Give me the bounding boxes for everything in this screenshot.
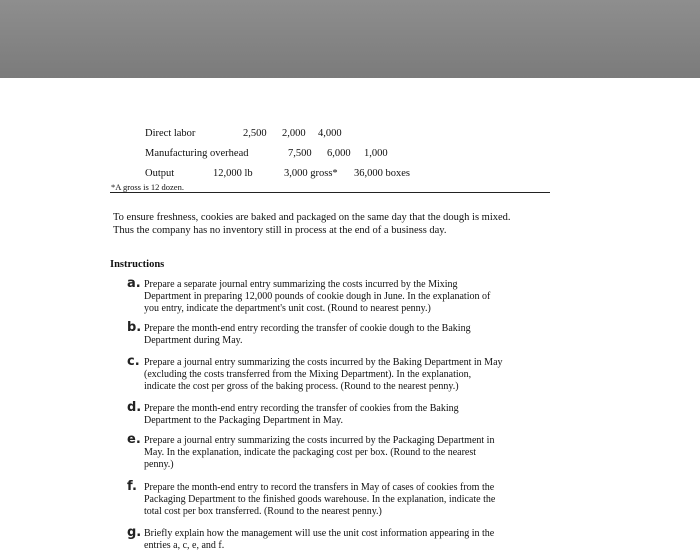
item-line: indicate the cost per gross of the baking process. (Round to the nearest penny.): [144, 381, 459, 393]
item-line: Department in preparing 12,000 pounds of cookie dough in June. In the explanation of: [144, 291, 491, 303]
paragraph-line: To ensure freshness, cookies are baked and packaged on the same day that the dough is mixed.: [113, 212, 511, 223]
direct-labor-mixing: 2,500: [243, 128, 267, 139]
item-line: Prepare a journal entry summarizing the costs incurred by the Baking Department in May: [144, 357, 503, 368]
item-line: May. In the explanation, indicate the packaging cost per box. (Round to the nearest: [144, 447, 477, 459]
row-label-direct-labor: Direct labor: [145, 128, 196, 139]
item-letter: c.: [127, 354, 140, 369]
item-letter: f.: [127, 479, 137, 494]
row-label-manufacturing-overhead: Manufacturing overhead: [145, 148, 249, 159]
item-line: Department to the Packaging Department in May.: [144, 415, 344, 427]
item-letter: b.: [127, 320, 142, 335]
item-line: Prepare the month-end entry recording the transfer of cookies from the Baking: [144, 403, 459, 414]
item-line: (excluding the costs transferred from the Mixing Department). In the explanation,: [144, 369, 472, 381]
item-line: total cost per box transferred. (Round to the nearest penny.): [144, 506, 382, 518]
intro-paragraph: [113, 211, 553, 237]
item-line: Prepare a journal entry summarizing the costs incurred by the Packaging Department in: [144, 435, 495, 446]
overhead-packaging: 1,000: [364, 148, 388, 159]
item-line: Packaging Department to the finished goods warehouse. In the explanation, indicate the: [144, 494, 496, 506]
output-mixing: 12,000 lb: [213, 168, 253, 179]
item-letter: d.: [127, 400, 142, 415]
item-line: penny.): [144, 459, 174, 471]
instructions-heading: Instructions: [110, 259, 165, 270]
item-letter: a.: [127, 276, 141, 291]
output-baking: 3,000 gross*: [284, 168, 338, 179]
item-line: Prepare a separate journal entry summarizing the costs incurred by the Mixing: [144, 279, 458, 290]
overhead-mixing: 7,500: [288, 148, 312, 159]
viewer-header-bar: [0, 0, 700, 78]
overhead-baking: 6,000: [327, 148, 351, 159]
direct-labor-baking: 2,000: [282, 128, 306, 139]
output-packaging: 36,000 boxes: [354, 168, 410, 179]
item-line: you entry, indicate the department's unit cost. (Round to nearest penny.): [144, 303, 431, 315]
item-line: Briefly explain how the management will use the unit cost information appearing in the: [144, 528, 495, 539]
item-letter: e.: [127, 432, 141, 447]
item-line: Department during May.: [144, 335, 243, 347]
paragraph-line: Thus the company has no inventory still in process at the end of a business day.: [113, 225, 447, 236]
table-divider: [110, 192, 550, 193]
item-line: entries a, c, e, and f.: [144, 540, 225, 552]
item-letter: g.: [127, 525, 142, 540]
item-line: Prepare the month-end entry recording the transfer of cookie dough to the Baking: [144, 323, 471, 334]
direct-labor-packaging: 4,000: [318, 128, 342, 139]
item-line: Prepare the month-end entry to record the transfers in May of cases of cookies from the: [144, 482, 495, 493]
row-label-output: Output: [145, 168, 175, 179]
footnote: *A gross is 12 dozen.: [111, 182, 184, 192]
